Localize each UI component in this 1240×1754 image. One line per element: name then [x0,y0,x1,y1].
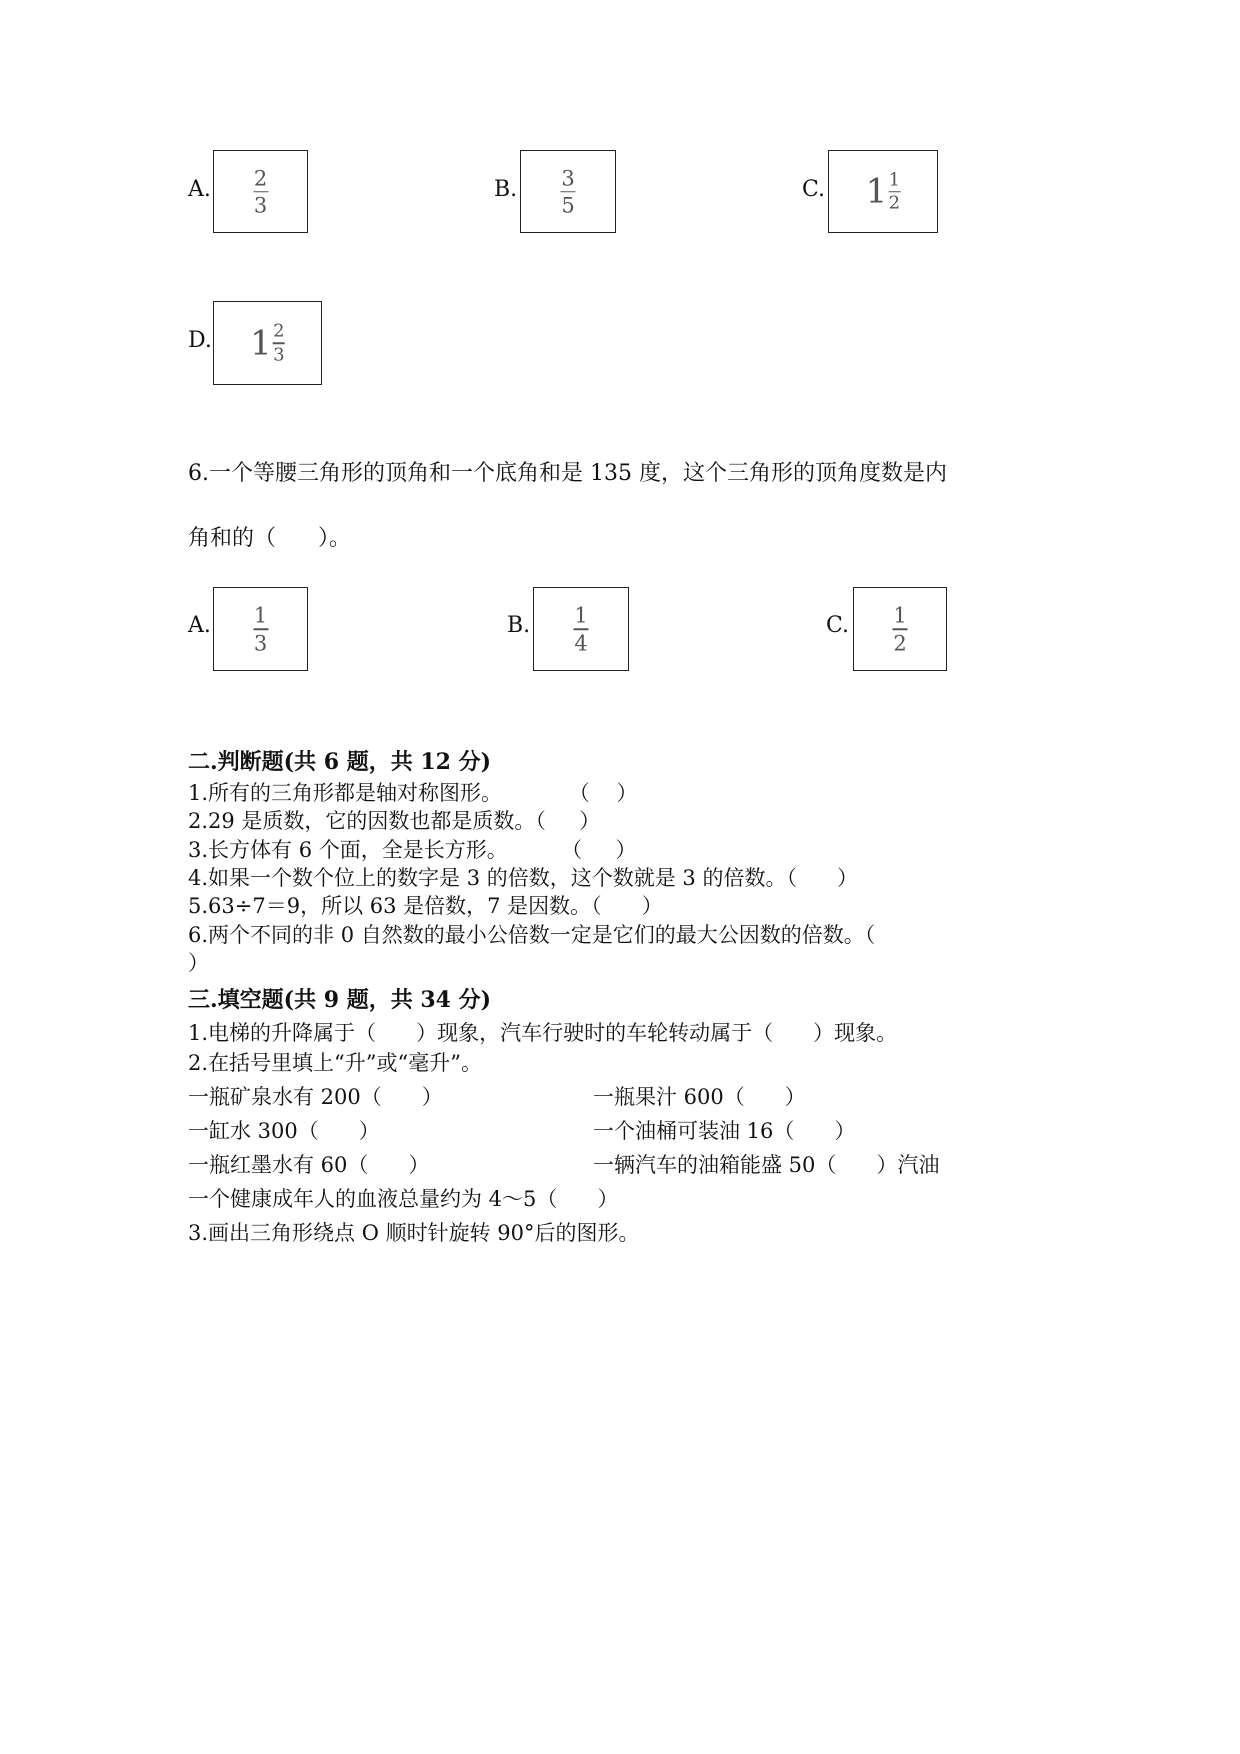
numerator: 1 [888,168,901,190]
option-box [213,150,308,233]
numerator: 3 [561,165,575,190]
judge-item-2: 2.29 是质数，它的因数也都是质数。（ ） [188,809,601,833]
judge-item-4: 4.如果一个数个位上的数字是 3 的倍数，这个数就是 3 的倍数。（ ） [188,866,859,890]
numerator: 1 [253,603,268,628]
fill-q1: 1.电梯的升降属于（ ）现象，汽车行驶时的车轮转动属于（ ）现象。 [188,1021,898,1045]
judge-item-1: 1.所有的三角形都是轴对称图形。 （ ） [188,781,638,805]
fill-q2-item-right: 一辆汽车的油箱能盛 50（ ）汽油 [593,1153,940,1177]
section2-heading: 二.判断题(共 6 题，共 12 分) [188,749,492,775]
option-label: B. [494,177,518,202]
numerator: 2 [273,320,285,342]
judge-item-5: 5.63÷7＝9，所以 63 是倍数，7 是因数。（ ） [188,894,663,918]
fraction [253,604,268,654]
q6-text-line2: 角和的（ ）。 [188,526,351,551]
denominator: 2 [893,630,907,655]
fraction [561,167,576,217]
fraction [253,167,268,217]
option-label: C. [826,613,850,638]
option-label: B. [507,613,531,638]
section3-heading: 三.填空题(共 9 题，共 34 分) [188,987,492,1013]
fill-q3: 3.画出三角形绕点 O 顺时针旋转 90°后的图形。 [188,1221,640,1245]
numerator: 2 [253,165,268,190]
numerator: 1 [574,603,588,628]
mixed-number [865,168,901,214]
fraction-bar [561,191,576,193]
fraction [574,604,589,654]
fraction-bar [253,191,268,193]
option-box [828,150,938,233]
q6-text-line1: 6.一个等腰三角形的顶角和一个底角和是 135 度，这个三角形的顶角度数是内 [188,461,947,486]
option-label: D. [188,328,212,353]
denominator: 5 [561,193,575,218]
option-label: A. [188,613,211,638]
fill-q2-item-left: 一瓶红墨水有 60（ ） [188,1153,430,1177]
option-box [533,587,629,671]
option-label: C. [802,177,826,202]
fill-q2-item-right: 一瓶果汁 600（ ） [593,1085,806,1109]
fill-q2-blood: 一个健康成年人的血液总量约为 4～5（ ） [188,1187,619,1211]
denominator: 3 [253,193,268,218]
denominator: 3 [273,343,285,365]
fill-q2: 2.在括号里填上“升”或“毫升”。 [188,1051,482,1075]
fill-q2-item-left: 一瓶矿泉水有 200（ ） [188,1085,443,1109]
judge-item-6: 6.两个不同的非 0 自然数的最小公倍数一定是它们的最大公因数的倍数。（ [188,923,876,947]
fraction-bar [574,628,589,630]
option-box [213,587,308,671]
judge-item-3: 3.长方体有 6 个面，全是长方形。 （ ） [188,838,637,862]
fill-q2-item-right: 一个油桶可装油 16（ ） [593,1119,856,1143]
whole-part: 1 [865,171,888,212]
judge-item-6-cont: ） [188,951,209,975]
fraction-bar [253,628,268,630]
fraction [893,604,908,654]
option-box [213,301,322,385]
whole-part: 1 [250,323,272,363]
denominator: 3 [253,630,268,655]
denominator: 2 [888,192,901,214]
numerator: 1 [893,603,907,628]
fraction-bar [893,628,908,630]
option-label: A. [188,177,211,202]
option-box [520,150,616,233]
option-box [853,587,947,671]
denominator: 4 [574,630,588,655]
mixed-number [250,322,285,364]
fill-q2-item-left: 一缸水 300（ ） [188,1119,380,1143]
